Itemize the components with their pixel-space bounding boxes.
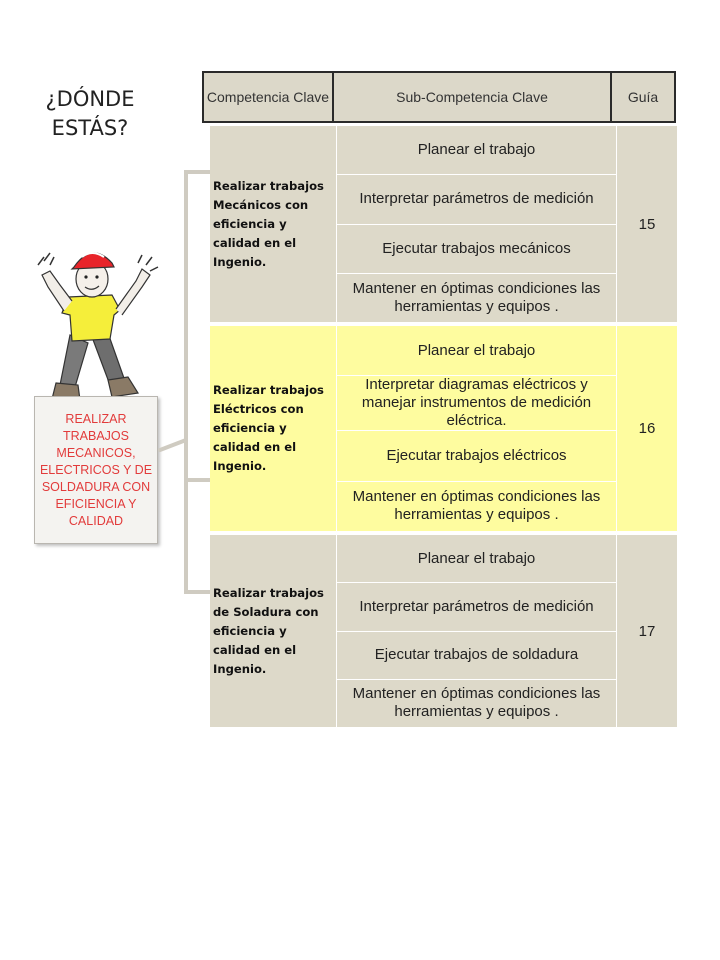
sub-competency-list	[336, 326, 617, 531]
title-line-2: ESTÁS?	[51, 116, 129, 140]
sub-competency-item: Mantener en óptimas condiciones las herramientas y equipos .	[352, 685, 601, 721]
header-guia: Guía	[612, 73, 674, 121]
title-line-1: ¿DÓNDE	[45, 87, 135, 111]
sub-competency-item: Interpretar diagramas eléctricos y manejar instrumentos de medición eléctrica.	[337, 376, 616, 431]
table-header	[202, 71, 676, 123]
sub-competency-item: Ejecutar trabajos eléctricos	[337, 431, 616, 481]
competency-label: Realizar trabajos de Soladura con eficiencia y calidad en el Ingenio.	[213, 585, 324, 676]
sub-competency-item: Planear el trabajo	[337, 326, 616, 376]
main-competency-box: REALIZAR TRABAJOS MECANICOS, ELECTRICOS Y DE SOLDADURA CON EFICIENCIA Y CALIDAD	[34, 396, 158, 544]
sub-competency-item: Ejecutar trabajos de soldadura	[337, 632, 616, 680]
sub-competency-item: Planear el trabajo	[337, 126, 616, 175]
sub-competency-list	[336, 535, 617, 727]
sub-competency-list	[336, 126, 617, 322]
competency-block-electrical	[210, 326, 677, 531]
competency-block-mechanical	[210, 126, 677, 322]
guia-number: 17	[638, 622, 656, 640]
page-title	[30, 85, 150, 143]
guia-number: 15	[638, 215, 656, 233]
sub-competency-item: Interpretar parámetros de medición	[337, 583, 616, 631]
worker-illustration	[30, 235, 165, 410]
guia-number: 16	[638, 420, 656, 437]
sub-competency-item: Mantener en óptimas condiciones las herramientas y equipos .	[352, 279, 601, 315]
sub-competency-item: Ejecutar trabajos mecánicos	[337, 225, 616, 274]
header-sub-competencia: Sub-Competencia Clave	[334, 73, 610, 121]
sub-competency-item: Interpretar parámetros de medición	[337, 175, 616, 224]
competency-label: Realizar trabajos Mecánicos con eficiencia y calidad en el Ingenio.	[213, 178, 324, 269]
competency-label: Realizar trabajos Eléctricos con eficiencia y calidad en el Ingenio.	[213, 383, 324, 473]
sub-competency-item: Planear el trabajo	[337, 535, 616, 583]
competency-block-welding	[210, 535, 677, 727]
sub-competency-item: Mantener en óptimas condiciones las herramientas y equipos .	[352, 488, 601, 524]
header-competencia: Competencia Clave	[204, 73, 332, 121]
